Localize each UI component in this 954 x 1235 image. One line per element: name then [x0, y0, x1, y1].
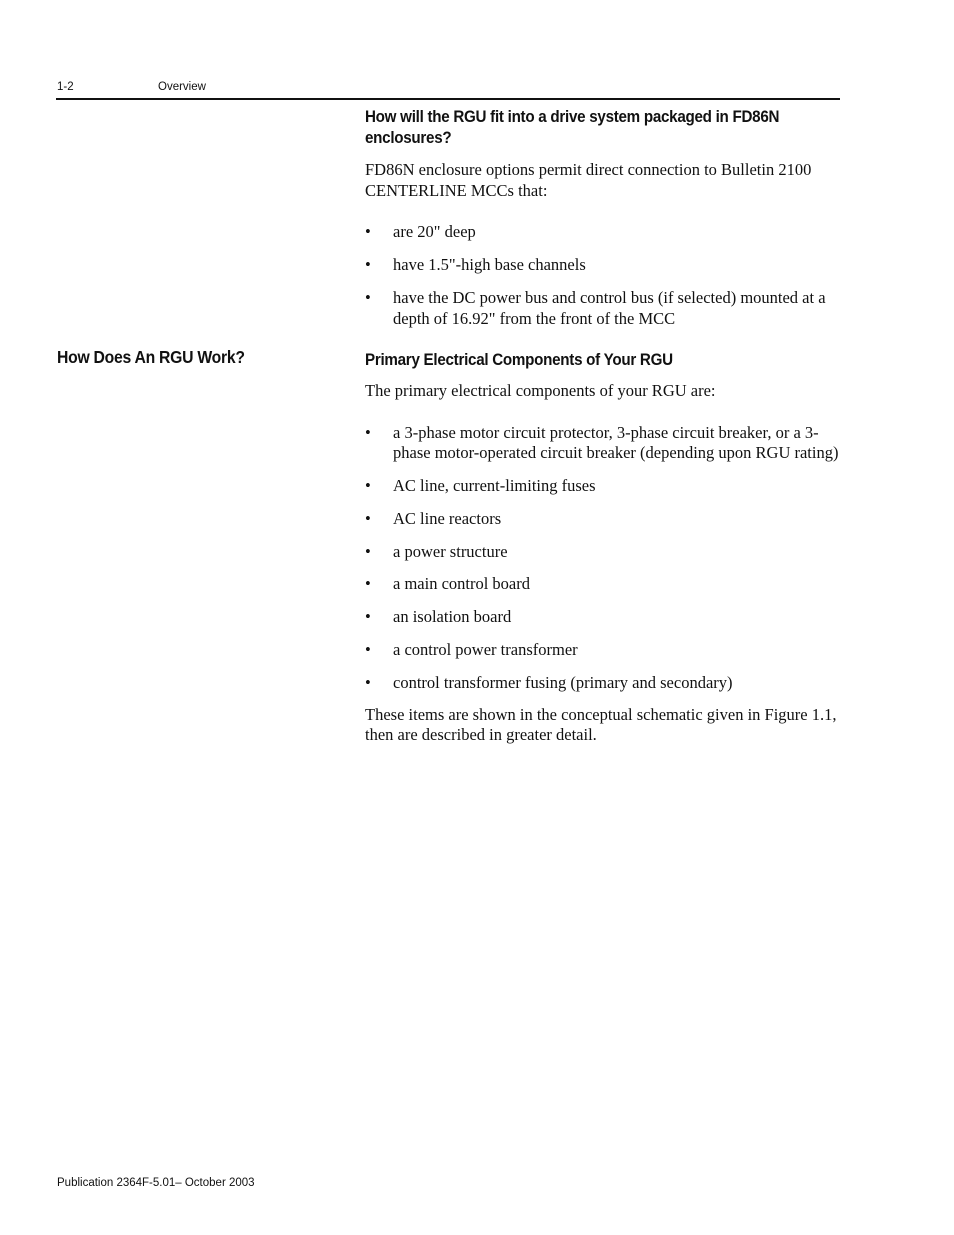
list-item: • a power structure [365, 541, 508, 561]
fit-section-heading: How will the RGU fit into a drive system packaged in FD86N enclosures? [365, 108, 780, 147]
bullet-icon: • [365, 673, 371, 692]
list-item: • an isolation board [365, 607, 512, 626]
side-heading-how-rgu-works: How Does An RGU Work? [57, 347, 245, 367]
bullet-icon: • [365, 607, 371, 626]
bullet-icon: • [365, 640, 371, 659]
list-item: • have the DC power bus and control bus (if selected) mounted at a depth of 16.92" from the front of the MCC [365, 288, 826, 328]
bullet-icon: • [365, 288, 371, 307]
main-column [365, 107, 840, 746]
fit-bullet-list [365, 222, 840, 329]
footer-publication: Publication 2364F-5.01– October 2003 [57, 1177, 255, 1189]
components-bullet-list [365, 423, 840, 694]
bullet-icon: • [365, 255, 371, 274]
list-item: • a main control board [365, 574, 530, 593]
components-closing: These items are shown in the conceptual schematic given in Figure 1.1, then are described in greater detail. [365, 704, 837, 744]
fit-section-intro: FD86N enclosure options permit direct connection to Bulletin 2100 CENTERLINE MCCs that: [365, 160, 812, 200]
bullet-icon: • [365, 422, 371, 442]
list-item: • control transformer fusing (primary and secondary) [365, 673, 733, 692]
bullet-icon: • [365, 541, 371, 561]
list-item: • AC line reactors [365, 508, 502, 528]
components-section-heading: Primary Electrical Components of Your RGU [365, 351, 673, 369]
list-item: • are 20" deep [365, 222, 476, 241]
bullet-icon: • [365, 222, 371, 241]
components-intro: The primary electrical components of your RGU are: [365, 381, 716, 400]
bullet-icon: • [365, 508, 371, 528]
list-item: • have 1.5"-high base channels [365, 255, 586, 274]
bullet-icon: • [365, 574, 371, 593]
running-header-title: Overview [158, 81, 206, 93]
list-item: • AC line, current-limiting fuses [365, 475, 596, 495]
header-rule [56, 98, 840, 100]
list-item: • a 3-phase motor circuit protector, 3-phase circuit breaker, or a 3-phase motor-operated circuit breaker (depending upon RGU rating) [365, 422, 839, 462]
bullet-icon: • [365, 475, 371, 495]
page-number: 1-2 [57, 81, 74, 93]
list-item: • a control power transformer [365, 640, 578, 659]
